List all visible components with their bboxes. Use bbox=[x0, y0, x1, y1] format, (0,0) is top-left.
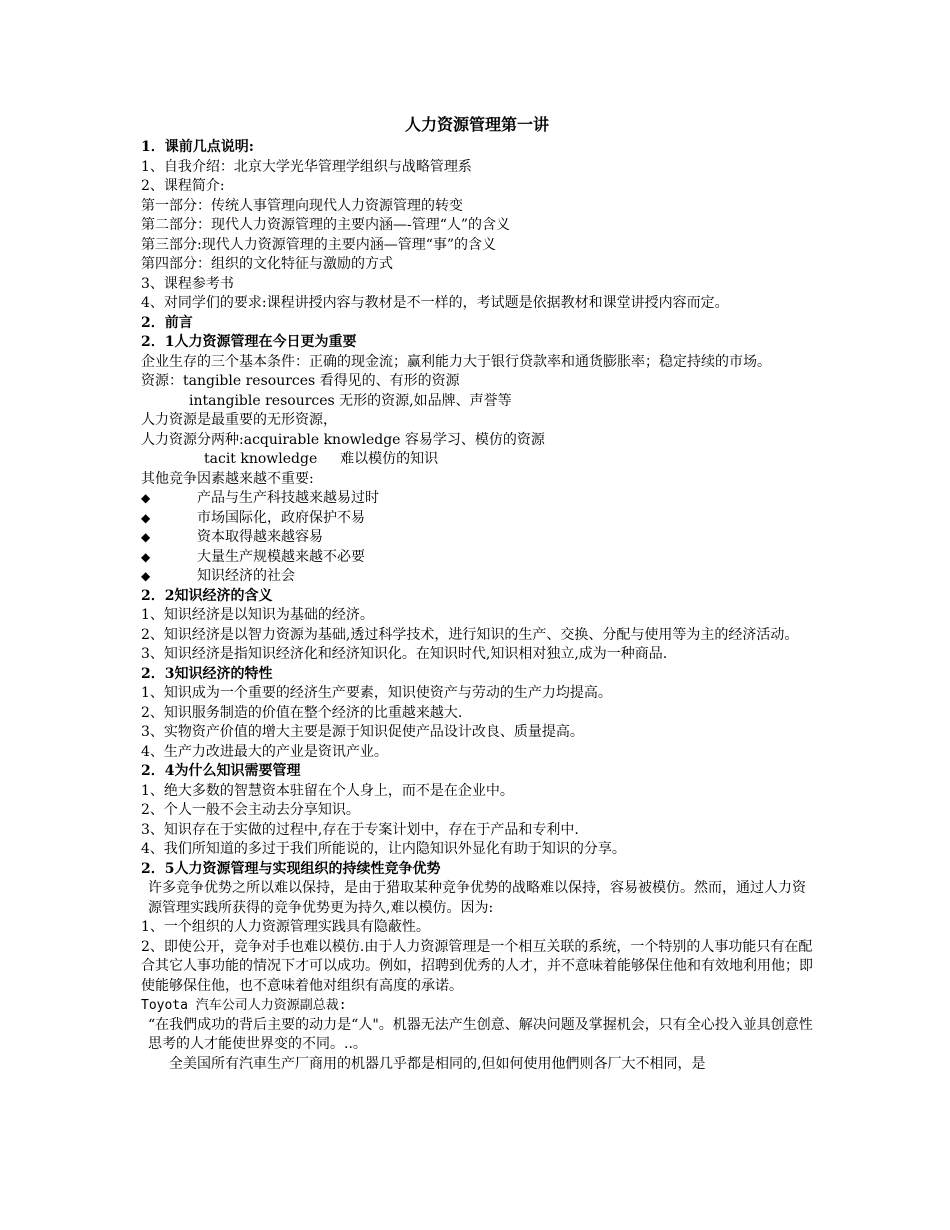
text-line: 第二部分：现代人力资源管理的主要内涵—-管理“人”的含义 bbox=[141, 217, 511, 233]
text-line: 其他竞争因素越来越不重要: bbox=[141, 470, 314, 487]
text-line: 资源：tangible resources 看得见的、有形的资源 bbox=[141, 373, 460, 389]
text-line: 2、个人一般不会主动去分享知识。 bbox=[141, 802, 360, 818]
document-title: 人力资源管理第一讲 bbox=[404, 115, 549, 134]
section-heading: 2．3知识经济的特性 bbox=[141, 665, 273, 682]
text-line: 第三部分:现代人力资源管理的主要内涵—管理“事”的含义 bbox=[141, 236, 497, 253]
text-line: 2、课程简介: bbox=[141, 178, 225, 194]
text-line: 3、课程参考书 bbox=[141, 275, 234, 292]
text-line: “在我們成功的背后主要的动力是“人"。机器无法产生创意、解决问题及掌握机会，只有全心投入並具创意性思考的人才能使世界变的不同。..。 bbox=[148, 1016, 813, 1052]
diamond-bullet-icon: ◆ bbox=[141, 530, 151, 544]
text-line: 2、知识经济是以智力资源为基础,透过科学技术，进行知识的生产、交换、分配与使用等为主的经济活动。 bbox=[141, 626, 799, 643]
text-line: 3、知识存在于实做的过程中,存在于专案计划中，存在于产品和专利中. bbox=[141, 821, 579, 838]
bullet-item bbox=[141, 548, 813, 568]
text-line: 1、知识经济是以知识为基础的经济。 bbox=[141, 607, 374, 623]
text-line: 3、知识经济是指知识经济化和经济知识化。在知识时代,知识相对独立,成为一种商品. bbox=[141, 646, 668, 662]
text-line: 人力资源是最重要的无形资源， bbox=[141, 412, 337, 428]
bullet-text: 市场国际化，政府保护不易 bbox=[197, 509, 365, 526]
text-line: 2、知识服务制造的价值在整个经济的比重越来越大. bbox=[141, 704, 463, 721]
section-heading: 2．1人力资源管理在今日更为重要 bbox=[141, 334, 357, 350]
text-line: intangible resources 无形的资源,如品牌、声誉等 bbox=[189, 392, 512, 409]
diamond-bullet-icon: ◆ bbox=[141, 510, 151, 525]
bullet-text: 产品与生产科技越来越易过时 bbox=[197, 490, 379, 506]
text-line: 人力资源分两种:acquirable knowledge 容易学习、模仿的资源 bbox=[141, 431, 545, 448]
text-line: 1、自我介绍：北京大学光华管理学组织与战略管理系 bbox=[141, 158, 472, 175]
diamond-bullet-icon: ◆ bbox=[141, 569, 151, 583]
document-body-part-2 bbox=[141, 587, 813, 1075]
text-line: 第一部分：传统人事管理向现代人力资源管理的转变 bbox=[141, 197, 463, 214]
text-line: 第四部分：组织的文化特征与激励的方式 bbox=[141, 256, 393, 272]
text-line: 1、一个组织的人力资源管理实践具有隐蔽性。 bbox=[141, 919, 430, 935]
text-line: 4、生产力改进最大的产业是资讯产业。 bbox=[141, 743, 388, 760]
text-line: 许多竞争优势之所以难以保持，是由于猎取某种竞争优势的战略难以保持，容易被模仿。然而，通过人力资源管理实践所获得的竞争优势更为持久,难以模仿。因为: bbox=[148, 880, 806, 916]
text-line: 4、对同学们的要求:课程讲授内容与教材是不一样的，考试题是依据教材和课堂讲授内容而定。 bbox=[141, 295, 729, 311]
text-line: 1、知识成为一个重要的经济生产要素，知识使资产与劳动的生产力均提高。 bbox=[141, 685, 612, 701]
text-line: tacit knowledge 难以模仿的知识 bbox=[204, 451, 439, 467]
text-line: 4、我们所知道的多过于我们所能说的，让内隐知识外显化有助于知识的分享。 bbox=[141, 841, 626, 857]
section-heading: 2．5人力资源管理与实现组织的持续性竞争优势 bbox=[141, 860, 441, 877]
text-line: 3、实物资产价值的增大主要是源于知识促使产品设计改良、质量提高。 bbox=[141, 724, 584, 740]
text-line: 2、即使公开，竞争对手也难以模仿.由于人力资源管理是一个相互关联的系统，一个特别的人事功能只有在配合其它人事功能的情况下才可以成功。例如，招聘到优秀的人才，并不意味着能够保住他和有效地利用他；即使能够保住他，也不意味着他对组织有高度的承诺。 bbox=[141, 938, 813, 994]
bullet-item bbox=[141, 489, 813, 509]
bullet-text: 知识经济的社会 bbox=[197, 568, 295, 584]
diamond-bullet-icon: ◆ bbox=[141, 549, 151, 564]
bullet-text: 资本取得越来越容易 bbox=[197, 529, 323, 545]
diamond-bullet-icon: ◆ bbox=[141, 491, 151, 505]
section-heading: 2．前言 bbox=[141, 314, 193, 331]
bullet-text: 大量生产规模越来越不必要 bbox=[197, 548, 365, 565]
section-heading: 2．2知识经济的含义 bbox=[141, 587, 273, 604]
text-line: 全美国所有汽車生产厂商用的机器几乎都是相同的,但如何使用他們则各厂大不相同，是 bbox=[169, 1055, 706, 1072]
bullet-item bbox=[141, 528, 813, 548]
bullet-item bbox=[141, 509, 813, 529]
text-line: Toyota 汽车公司人力资源副总裁: bbox=[141, 998, 347, 1013]
document-body-part-1 bbox=[141, 138, 813, 489]
text-line: 企业生存的三个基本条件：正确的现金流；赢利能力大于银行贷款率和通货膨胀率；稳定持续的市场。 bbox=[141, 353, 771, 370]
document-page bbox=[141, 112, 813, 1074]
bullet-list bbox=[141, 489, 813, 587]
section-heading: 1．课前几点说明: bbox=[141, 139, 254, 155]
bullet-item bbox=[141, 567, 813, 587]
text-line: 1、绝大多数的智慧资本驻留在个人身上，而不是在企业中。 bbox=[141, 782, 514, 799]
section-heading: 2．4为什么知识需要管理 bbox=[141, 763, 301, 779]
